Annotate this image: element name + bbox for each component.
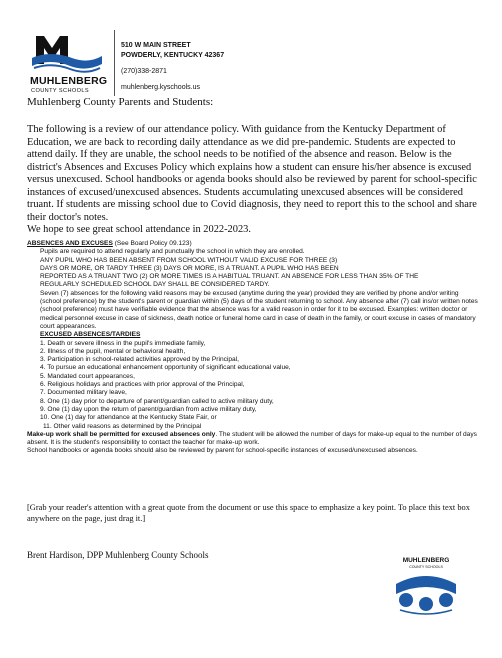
policy-section — [27, 240, 481, 456]
policy-reference: (See Board Policy 09.123) — [112, 240, 192, 247]
badge-circle-icon — [439, 593, 453, 607]
address-city: POWDERLY, KENTUCKY 42367 — [121, 52, 225, 59]
truancy-line: DAYS OR MORE, OR TARDY THREE (3) DAYS OR MORE, IS A TRUANT. A PUPIL WHO HAS BEEN — [40, 264, 339, 272]
signature: Brent Hardison, DPP Muhlenberg County Schools — [27, 550, 209, 560]
intro-paragraph: The following is a review of our attendance policy. With guidance from the Kentucky Department of Education, we are back to recording daily attendance as we did pre-pandemic. Students are expected to attend daily. If they are unable, the school needs to be notified of the absence and reason. Below is the district's Absences and Excuses Policy which explains how a student can ensure his/her absence is excused versus unexcused. School handbooks or agenda books should also be reviewed by parent for school-specific instances of excused/unexcused absences. Students accumulating unexcused absences will be considered truant. If students are missing school due to Covid diagnosis, they need to report this to the school and share their doctor's notes. — [27, 124, 477, 223]
list-item: 8. One (1) day prior to departure of parent/guardian called to active military duty, — [40, 397, 274, 405]
list-item: 1. Death or severe illness in the pupil's immediate family, — [40, 339, 206, 347]
address-street: 510 W MAIN STREET — [121, 42, 191, 49]
makeup-rest: . The student will be allowed the number of days for make-up equal to the number of days absent. It is the student's responsibility to contact the teacher for make-up work. — [27, 430, 477, 447]
policy-line: Pupils are required to attend regularly and punctually the school in which they are enrolled. — [40, 248, 305, 256]
list-item: 4. To pursue an educational enhancement opportunity of significant educational value, — [40, 364, 291, 372]
website-url: muhlenberg.kyschools.us — [121, 84, 200, 91]
logo-school-name: MUHLENBERG — [30, 75, 108, 87]
policy-heading: ABSENCES AND EXCUSES — [27, 240, 113, 247]
badge-circle-icon — [399, 593, 413, 607]
truancy-line: REPORTED AS A TRUANT TWO (2) OR MORE TIMES IS A HABITUAL TRUANT. AN ABSENCE FOR LESS THAN 35% OF THE — [40, 273, 419, 281]
closing-line: We hope to see great school attendance in 2022-2023. — [27, 224, 251, 235]
list-item: 2. Illness of the pupil, mental or behavioral health, — [40, 347, 186, 355]
handbooks-line: School handbooks or agenda books should also be reviewed by parent for school-specific instances of excused/unexcused absences. — [27, 447, 418, 455]
makeup-bold: Make-up work shall be permitted for excused absences only — [27, 430, 216, 438]
makeup-paragraph — [27, 431, 481, 448]
list-item: 7. Documented military leave, — [40, 389, 127, 397]
logo-school-subtitle: COUNTY SCHOOLS — [31, 88, 90, 94]
header-divider — [114, 30, 115, 96]
district-badge-graphic — [392, 554, 460, 616]
list-item: 11. Other valid reasons as determined by the Principal — [43, 422, 202, 430]
list-item: 3. Participation in school-related activities approved by the Principal, — [40, 356, 240, 364]
list-item: 9. One (1) day upon the return of parent/guardian from active military duty, — [40, 405, 257, 413]
greeting: Muhlenberg County Parents and Students: — [27, 96, 214, 108]
truancy-line: ANY PUPIL WHO HAS BEEN ABSENT FROM SCHOOL WITHOUT VALID EXCUSE FOR THREE (3) — [40, 256, 338, 264]
truancy-line: REGULARLY SCHEDULED SCHOOL DAY SHALL BE CONSIDERED TARDY. — [40, 281, 270, 289]
badge-subtitle: COUNTY SCHOOLS — [409, 565, 443, 569]
badge-title: MUHLENBERG — [402, 557, 450, 564]
excused-heading: EXCUSED ABSENCES/TARDIES — [40, 331, 141, 339]
intro-section — [27, 124, 477, 237]
phone-number: (270)338-2871 — [121, 68, 167, 75]
list-item: 5. Mandated court appearances, — [40, 372, 135, 380]
quote-textbox[interactable]: [Grab your reader's attention with a great quote from the document or use this space to emphasize a key point. To place this text box anywhere on the page, just drag it.] — [27, 503, 470, 523]
list-item: 10. One (1) day for attendance at the Kentucky State Fair, or — [40, 414, 217, 422]
list-item: 6. Religious holidays and practices with prior approval of the Principal, — [40, 381, 245, 389]
badge-circle-icon — [419, 597, 433, 611]
policy-heading-line — [27, 240, 481, 248]
letterhead — [30, 28, 450, 98]
seven-days-paragraph: Seven (7) absences for the following valid reasons may be excused (anytime during the year) provided they are verified by phone and/or writing (school preference) by the student's parent or guardian within (5) days of the student returning to school. Any absence after (7) call ins/or written notes (school preference) must have verifiable evidence that the absence was for a valid reason in order for it to be excused. Examples: written doctor or medical personnel excuse in case of sickness, death notice or funeral home card in case of death in the family, or court excuse in cases of mandatory court appearances. — [40, 289, 478, 330]
